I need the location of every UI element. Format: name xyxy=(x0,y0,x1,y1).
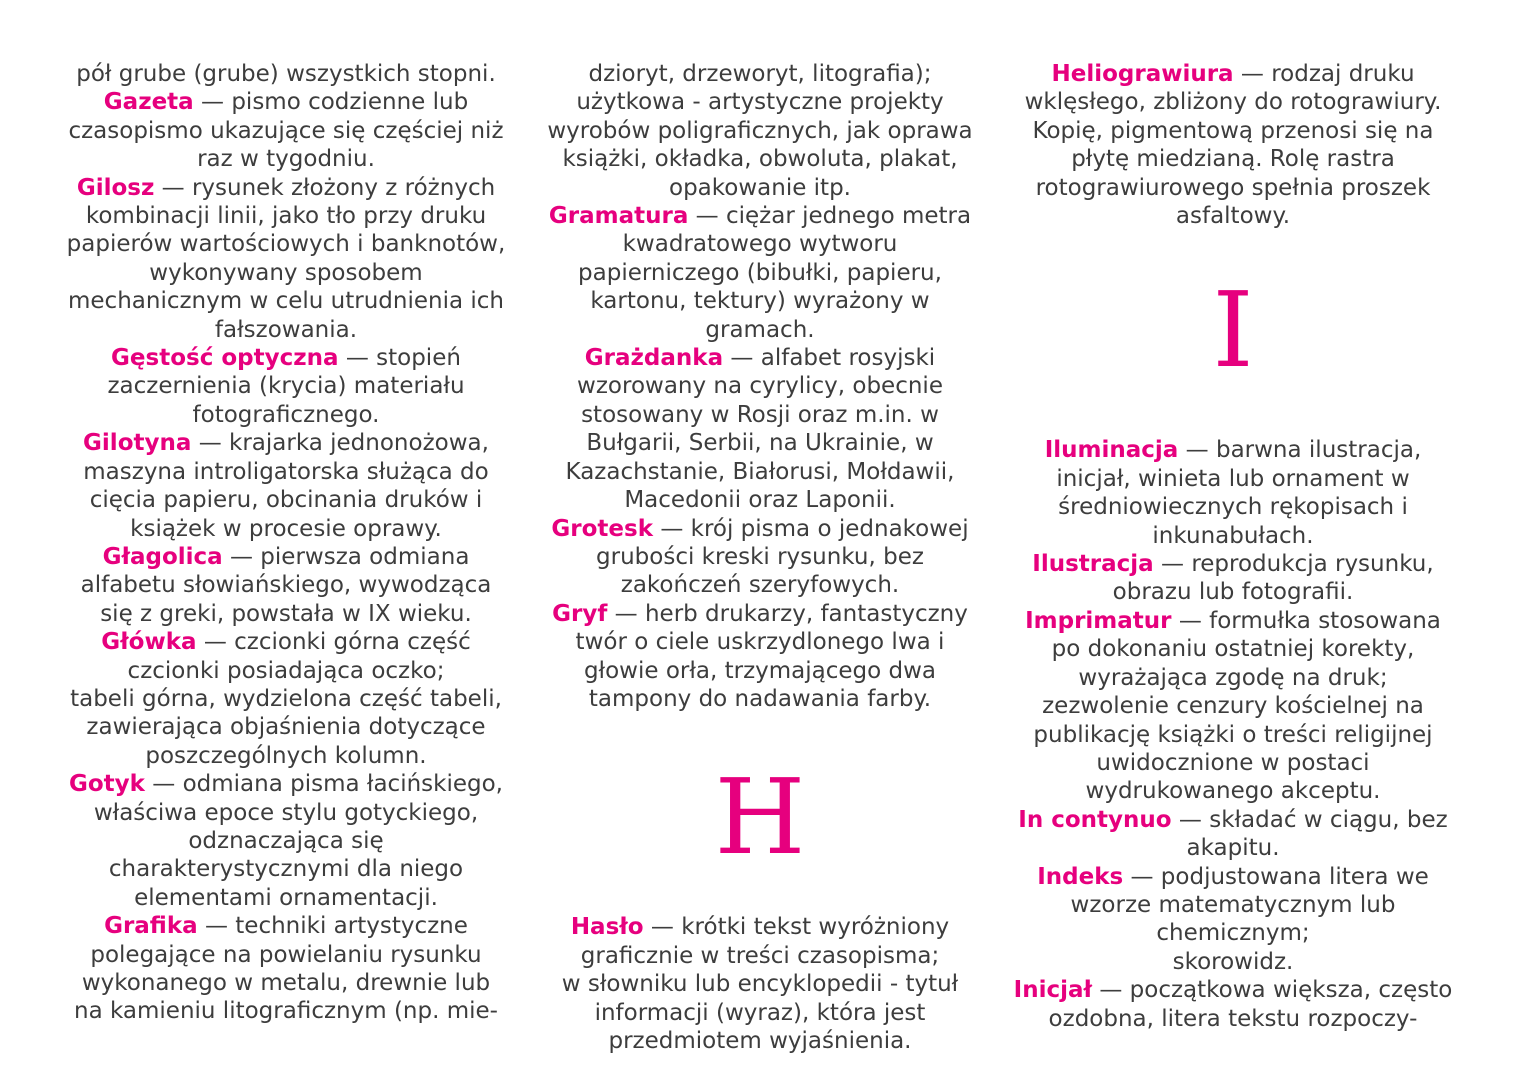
entry-definition: — herb drukarzy, fantastyczny twór o ciele uskrzydlonego lwa i głowie orła, trzymającego dwa tampony do nadawania farby. xyxy=(575,600,968,712)
entry-definition: — stopień zaczernienia (krycia) materiału fotograficznego. xyxy=(107,345,465,428)
entry-gilosz xyxy=(66,174,506,344)
entry-definition: — podjustowana litera we wzorze matematycznym lub chemicznym; xyxy=(1070,863,1429,947)
entry-term: Grotesk xyxy=(551,515,654,542)
continued-text: pół grube (grube) wszystkich stopni. xyxy=(76,61,496,87)
entry-term: Inicjał xyxy=(1013,977,1093,1004)
entry-gramatura xyxy=(540,202,980,344)
entry-definition: — pismo codzienne lub czasopismo ukazujące się częściej niż raz w tygodniu. xyxy=(68,89,504,173)
entry-indeks-second-meaning: skorowidz. xyxy=(1172,948,1294,975)
entry-definition: — alfabet rosyjski wzorowany na cyrylicy, obecnie stosowany w Rosji oraz m.in. w Bułgarii, Serbii, na Ukrainie, w Kazachstanie, Białorusi, Mołdawii, Macedonii oraz Laponii. xyxy=(565,345,955,514)
entry-term: Gęstość optyczna xyxy=(111,345,339,372)
column-2 xyxy=(540,60,980,1055)
entry-gryf xyxy=(540,600,980,714)
entry-inicjal xyxy=(1013,976,1453,1033)
entry-gazeta xyxy=(66,88,506,173)
entry-iluminacja xyxy=(1013,436,1453,550)
entry-definition: — składać w ciągu, bez akapitu. xyxy=(1171,806,1448,862)
entry-definition: — rodzaj druku wklęsłego, zbliżony do rotograwiury. Kopię, pigmentową przenosi się na płytę miedzianą. Rolę rastra rotograwiurowego spełnia proszek asfaltowy. xyxy=(1024,61,1442,230)
entry-term: Gilotyna xyxy=(83,430,192,457)
entry-definition: — ciężar jednego metra kwadratowego wytworu papierniczego (bibułki, papieru, kartonu, tektury) wyrażony w gramach. xyxy=(578,203,972,343)
entry-term: Imprimatur xyxy=(1025,607,1172,634)
entry-definition: — czcionki górna część czcionki posiadająca oczko; xyxy=(127,629,471,684)
entry-haslo xyxy=(540,913,980,970)
entry-term: Grażdanka xyxy=(584,345,724,372)
entry-imprimatur-second-meaning: zezwolenie cenzury kościelnej na publikację książki o treści religijnej uwidocznione w postaci wydrukowanego akceptu. xyxy=(1033,693,1433,805)
entry-term: Ilustracja xyxy=(1032,551,1154,578)
entry-term: Gilosz xyxy=(76,174,155,201)
entry-term: Iluminacja xyxy=(1044,437,1179,464)
entry-ilustracja xyxy=(1013,550,1453,607)
entry-definition: — rysunek złożony z różnych kombinacji linii, jako tło przy druku papierów wartościowych i banknotów, wykonywany sposobem mechanicznym w celu utrudnienia ich fałszowania. xyxy=(66,174,506,343)
entry-in-contynuo xyxy=(1013,806,1453,863)
entry-glowka xyxy=(66,628,506,685)
column-3 xyxy=(1013,60,1453,1033)
entry-heliograwiura xyxy=(1013,60,1453,230)
entry-grafika xyxy=(66,912,506,1026)
entry-term: Grafika xyxy=(104,913,198,940)
entry-definition: — formułka stosowana po dokonaniu ostatniej korekty, wyrażająca zgodę na druk; xyxy=(1051,607,1441,691)
entry-imprimatur xyxy=(1013,607,1453,692)
entry-definition: — techniki artystyczne polegające na powielaniu rysunku wykonanego w metalu, drewnie lub na kamieniu litograficznym (np. mie- xyxy=(74,913,498,1025)
entry-term: Indeks xyxy=(1037,863,1124,890)
section-letter-h: H xyxy=(714,756,806,879)
entry-definition: — odmiana pisma łacińskiego, właściwa epoce stylu gotyckiego, odznaczająca się charakterystycznymi dla niego elementami ornamentacji. xyxy=(93,771,503,911)
entry-definition: — barwna ilustracja, inicjał, winieta lub ornament w średniowiecznych rękopisach i inkunabułach. xyxy=(1056,437,1422,549)
entry-term: Gazeta xyxy=(103,89,194,116)
entry-grazdanka xyxy=(540,344,980,514)
entry-definition: — reprodukcja rysunku, obrazu lub fotografii. xyxy=(1112,551,1434,606)
entry-definition: — krótki tekst wyróżniony graficznie w treści czasopisma; xyxy=(580,914,950,969)
entry-indeks xyxy=(1013,863,1453,948)
entry-term: Hasło xyxy=(570,914,644,941)
continued-text-second-meaning: użytkowa - artystyczne projekty wyrobów poligraficznych, jak oprawa książki, okładka, obwoluta, plakat, opakowanie itp. xyxy=(547,89,973,201)
entry-glowka-second-meaning: tabeli górna, wydzielona część tabeli, zawierająca objaśnienia dotyczące poszczególnych kolumn. xyxy=(70,685,502,769)
entry-term: Główka xyxy=(101,629,197,656)
entry-definition: — pierwsza odmiana alfabetu słowiańskiego, wywodząca się z greki, powstała w IX wieku. xyxy=(80,543,492,627)
entry-gotyk xyxy=(66,770,506,912)
entry-glagolica xyxy=(66,543,506,628)
entry-haslo-second-meaning: w słowniku lub encyklopedii - tytuł informacji (wyraz), która jest przedmiotem wyjaśnienia. xyxy=(561,971,959,1054)
entry-gilotyna xyxy=(66,429,506,543)
section-letter-i: I xyxy=(1212,269,1254,392)
entry-definition: — krój pisma o jednakowej grubości kreski rysunku, bez zakończeń szeryfowych. xyxy=(596,515,969,599)
entry-term: In contynuo xyxy=(1018,806,1172,833)
column-1 xyxy=(66,60,506,1026)
continued-text: dzioryt, drzeworyt, litografia); xyxy=(588,61,932,87)
entry-definition: — krajarka jednonożowa, maszyna introligatorska służąca do cięcia papieru, obcinania druków i książek w procesie oprawy. xyxy=(83,430,489,542)
entry-definition: — początkowa większa, często ozdobna, litera tekstu rozpoczy- xyxy=(1048,977,1453,1032)
entry-term: Gotyk xyxy=(69,771,145,798)
entry-term: Gryf xyxy=(552,600,608,627)
entry-term: Heliograwiura xyxy=(1051,61,1234,87)
entry-grotesk xyxy=(540,515,980,600)
entry-term: Głagolica xyxy=(102,543,223,570)
entry-gestosc-optyczna xyxy=(66,344,506,429)
entry-term: Gramatura xyxy=(548,203,689,230)
